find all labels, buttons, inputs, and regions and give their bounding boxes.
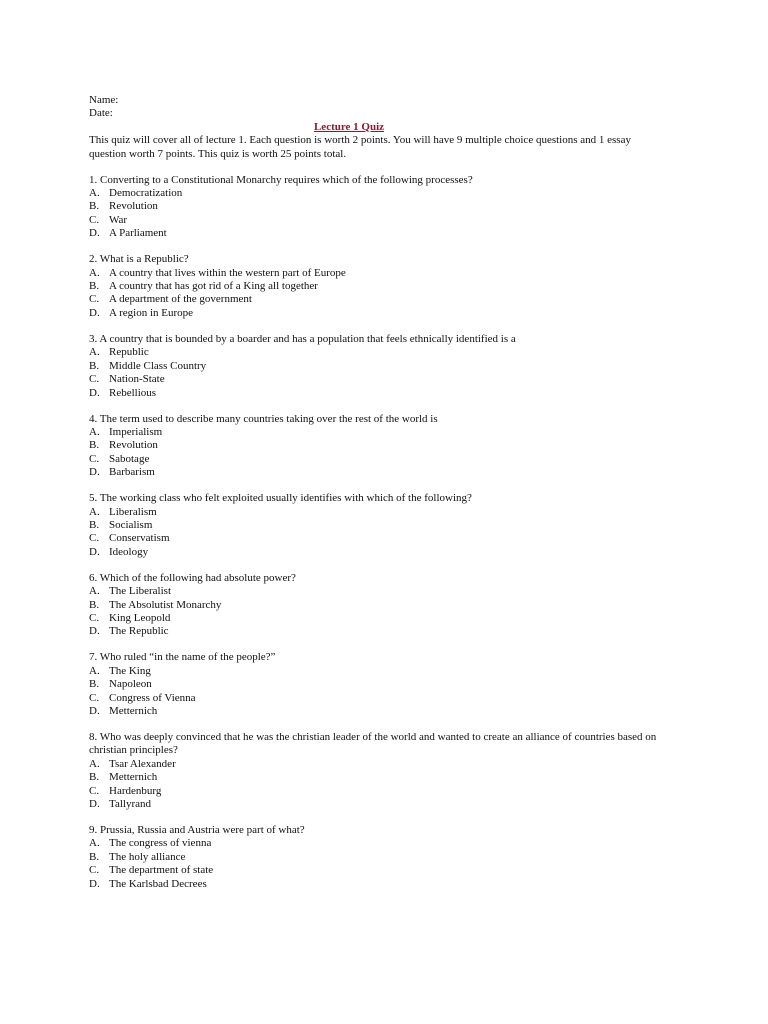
option-letter: B. bbox=[89, 200, 100, 213]
answer-option bbox=[89, 532, 689, 545]
answer-option bbox=[89, 612, 689, 625]
question-text: 8. Who was deeply convinced that he was the christian leader of the world and wanted to create an alliance of countries based on christian principles? bbox=[89, 731, 657, 757]
answer-option bbox=[89, 387, 689, 400]
option-letter: B. bbox=[89, 598, 100, 611]
option-text: Revolution bbox=[109, 200, 158, 213]
answer-option bbox=[89, 864, 689, 877]
question-6 bbox=[89, 572, 689, 639]
option-letter: C. bbox=[89, 532, 100, 545]
option-letter: D. bbox=[89, 625, 100, 638]
option-text: Napoleon bbox=[109, 678, 152, 691]
question-text: 1. Converting to a Constitutional Monarchy requires which of the following processes? bbox=[89, 173, 473, 186]
option-text: Ideology bbox=[109, 545, 149, 558]
answer-option bbox=[89, 293, 689, 306]
option-letter: D. bbox=[89, 877, 100, 890]
answer-option bbox=[89, 692, 689, 705]
option-text: Rebellious bbox=[109, 386, 157, 399]
answer-option bbox=[89, 851, 689, 864]
question-list bbox=[89, 174, 689, 891]
option-letter: C. bbox=[89, 864, 100, 877]
option-text: Liberalism bbox=[109, 505, 157, 518]
answer-option bbox=[89, 439, 689, 452]
answer-option bbox=[89, 665, 689, 678]
question-9 bbox=[89, 824, 689, 891]
option-text: The department of state bbox=[109, 864, 214, 877]
option-text: Tallyrand bbox=[109, 798, 151, 811]
question-1 bbox=[89, 174, 689, 241]
option-letter: B. bbox=[89, 771, 100, 784]
answer-option bbox=[89, 426, 689, 439]
answer-option bbox=[89, 798, 689, 811]
option-text: King Leopold bbox=[109, 611, 171, 624]
answer-option bbox=[89, 837, 689, 850]
question-4 bbox=[89, 413, 689, 480]
option-letter: A. bbox=[89, 505, 100, 518]
answer-option bbox=[89, 878, 689, 891]
answer-option bbox=[89, 519, 689, 532]
option-text: Revolution bbox=[109, 439, 158, 452]
option-text: Middle Class Country bbox=[109, 359, 207, 372]
option-text: The Republic bbox=[109, 625, 169, 638]
option-text: The King bbox=[109, 664, 151, 677]
question-text: 7. Who ruled “in the name of the people?” bbox=[89, 651, 276, 664]
answer-option bbox=[89, 280, 689, 293]
answer-option bbox=[89, 758, 689, 771]
option-text: Democratization bbox=[109, 187, 183, 200]
option-text: A country that lives within the western part of Europe bbox=[109, 266, 346, 279]
quiz-intro: This quiz will cover all of lecture 1. Each question is worth 2 points. You will have 9 multiple choice questions and 1 essay question worth 7 points. This quiz is worth 25 points total. bbox=[89, 134, 631, 160]
option-text: Imperialism bbox=[109, 425, 163, 438]
answer-option bbox=[89, 771, 689, 784]
answer-option bbox=[89, 267, 689, 280]
option-letter: C. bbox=[89, 213, 100, 226]
option-text: Congress of Vienna bbox=[109, 691, 196, 704]
option-letter: D. bbox=[89, 798, 100, 811]
option-letter: C. bbox=[89, 611, 100, 624]
option-letter: C. bbox=[89, 293, 100, 306]
option-letter: D. bbox=[89, 705, 100, 717]
option-letter: B. bbox=[89, 518, 100, 531]
quiz-page bbox=[89, 94, 689, 891]
question-text: 5. The working class who felt exploited usually identifies with which of the following? bbox=[89, 492, 472, 505]
option-text: Nation-State bbox=[109, 373, 165, 386]
option-letter: D. bbox=[89, 545, 100, 558]
question-7 bbox=[89, 651, 689, 718]
option-letter: A. bbox=[89, 757, 100, 770]
option-letter: A. bbox=[89, 664, 100, 677]
question-text: 2. What is a Republic? bbox=[89, 253, 189, 266]
option-letter: C. bbox=[89, 452, 100, 465]
option-letter: D. bbox=[89, 227, 100, 240]
option-text: A department of the government bbox=[109, 293, 252, 306]
answer-option bbox=[89, 506, 689, 519]
option-letter: D. bbox=[89, 466, 100, 479]
option-letter: C. bbox=[89, 784, 100, 797]
answer-option bbox=[89, 453, 689, 466]
option-letter: D. bbox=[89, 306, 100, 319]
option-text: A region in Europe bbox=[109, 306, 194, 319]
option-letter: A. bbox=[89, 266, 100, 279]
quiz-title: Lecture 1 Quiz bbox=[313, 120, 385, 133]
option-letter: A. bbox=[89, 425, 100, 438]
option-letter: D. bbox=[89, 386, 100, 399]
answer-option bbox=[89, 546, 689, 559]
answer-option bbox=[89, 625, 689, 638]
question-text: 9. Prussia, Russia and Austria were part of what? bbox=[89, 824, 305, 837]
option-letter: B. bbox=[89, 850, 100, 863]
answer-option bbox=[89, 360, 689, 373]
option-text: The Karlsbad Decrees bbox=[109, 877, 207, 890]
option-text: Socialism bbox=[109, 518, 153, 531]
question-5 bbox=[89, 492, 689, 559]
answer-option bbox=[89, 785, 689, 798]
option-text: A Parliament bbox=[109, 227, 167, 240]
answer-option bbox=[89, 214, 689, 227]
name-label: Name: bbox=[89, 94, 119, 106]
answer-option bbox=[89, 599, 689, 612]
option-text: Hardenburg bbox=[109, 784, 162, 797]
answer-option bbox=[89, 705, 689, 718]
option-letter: B. bbox=[89, 359, 100, 372]
question-2 bbox=[89, 253, 689, 320]
option-letter: B. bbox=[89, 678, 100, 691]
question-text: 4. The term used to describe many countries taking over the rest of the world is bbox=[89, 412, 438, 425]
date-label: Date: bbox=[89, 107, 113, 120]
option-letter: A. bbox=[89, 837, 100, 850]
answer-option bbox=[89, 307, 689, 320]
answer-option bbox=[89, 466, 689, 479]
answer-option bbox=[89, 373, 689, 386]
option-letter: C. bbox=[89, 373, 100, 386]
option-text: War bbox=[109, 213, 128, 226]
option-letter: A. bbox=[89, 346, 100, 359]
option-text: Barbarism bbox=[109, 466, 155, 479]
option-text: The holy alliance bbox=[109, 850, 186, 863]
question-text: 3. A country that is bounded by a boarder and has a population that feels ethnically identified is a bbox=[89, 332, 516, 345]
option-text: Conservatism bbox=[109, 532, 170, 545]
answer-option bbox=[89, 227, 689, 240]
option-letter: A. bbox=[89, 585, 100, 598]
option-letter: B. bbox=[89, 280, 100, 293]
answer-option bbox=[89, 678, 689, 691]
option-text: Republic bbox=[109, 346, 149, 359]
option-text: The Absolutist Monarchy bbox=[109, 598, 222, 611]
option-text: Tsar Alexander bbox=[109, 757, 176, 770]
option-text: The Liberalist bbox=[109, 585, 172, 598]
option-text: Metternich bbox=[109, 771, 158, 784]
answer-option bbox=[89, 346, 689, 359]
option-text: Metternich bbox=[109, 705, 158, 717]
option-letter: C. bbox=[89, 691, 100, 704]
option-letter: B. bbox=[89, 439, 100, 452]
option-text: Sabotage bbox=[109, 452, 150, 465]
answer-option bbox=[89, 585, 689, 598]
question-text: 6. Which of the following had absolute power? bbox=[89, 571, 296, 584]
option-letter: A. bbox=[89, 187, 100, 200]
option-text: A country that has got rid of a King all together bbox=[109, 280, 318, 293]
answer-option bbox=[89, 187, 689, 200]
answer-option bbox=[89, 200, 689, 213]
question-3 bbox=[89, 333, 689, 400]
question-8 bbox=[89, 731, 689, 811]
option-text: The congress of vienna bbox=[109, 837, 212, 850]
